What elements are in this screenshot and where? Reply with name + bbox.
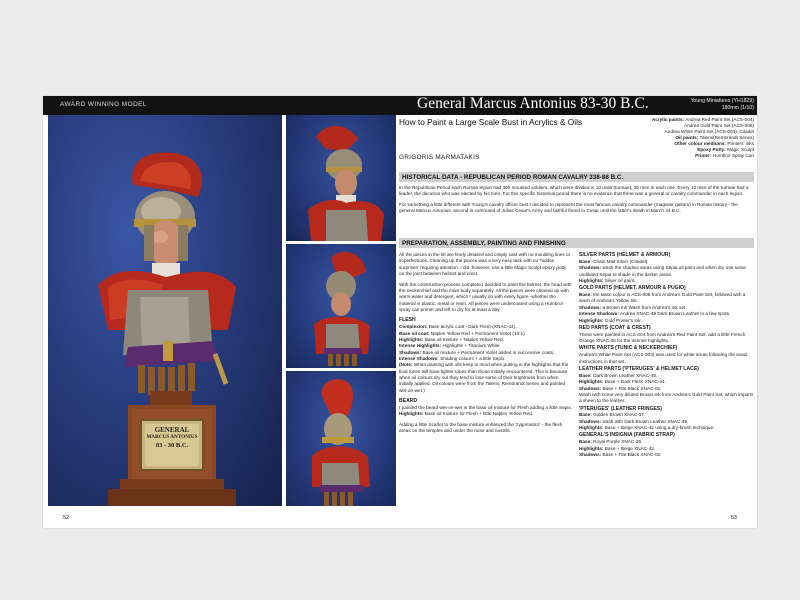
page-number-right: 53	[730, 515, 737, 521]
flesh-item: Highlights: Base oil mixture + Naples Yellow Red.	[399, 337, 504, 343]
paint-line: Epoxy Putty: Magic Sculpt	[697, 147, 754, 153]
subheading: 'PTERUGES' (LEATHER FRINGES)	[579, 405, 662, 412]
paint-step: Base: the Base colour is ACS-008 from Andrea's Gold Paint Set, followed with a wash of Andrea's Yellow Ink.	[579, 292, 746, 304]
paint-step: Andrea's White Paint Set (ACS-003) was used for white areas following the exact instructions in that set.	[579, 352, 748, 364]
kit-manufacturer: Young Miniatures (YH1829)	[690, 98, 754, 104]
subheading-beard: BEARD	[399, 398, 418, 405]
paint-line: Oil paints: Talens(Rembrandt Series)	[675, 135, 754, 141]
flesh-list	[399, 324, 572, 394]
author-name: GRIGORIS MARMATAKIS	[399, 154, 480, 161]
paint-group	[579, 432, 754, 458]
flesh-item: Complexion: Base acrylic coat - Dark Flesh (XNAC-44).	[399, 324, 517, 330]
main-bust-photo	[48, 115, 282, 506]
paint-line: Other colour mediums: Printers' inks	[674, 141, 754, 147]
article-subtitle: How to Paint a Large Scale Bust in Acrylics & Oils	[399, 117, 583, 127]
paint-step: Highlights: Base + Beige XNAC-42 using a dry-brush technique.	[579, 425, 715, 431]
article-title: General Marcus Antonius 83-30 B.C.	[417, 95, 649, 112]
flesh-item: Base oil coat: Naples Yellow Red + Permanent Violet (10:1).	[399, 330, 526, 336]
kit-info	[690, 98, 754, 112]
paint-step: Shadows: Base + Flat Black XNAC-02.	[579, 452, 662, 458]
plaque-line-1: GENERAL	[154, 426, 190, 434]
intro-paragraph: In the Republican Period each Roman legion had 300 mounted soldiers, which were divided in 10 units (turmae), 30 men in each one. Every 10 men of the turmae had a leader, the decurion who was elected by his men. For this specific historical period there is no evidence that there was a general or cavalry commander in each legion.	[399, 185, 749, 197]
section-label: AWARD WINNING MODEL	[60, 101, 147, 108]
paint-group	[579, 406, 754, 432]
body-column-left	[399, 252, 572, 439]
paint-step: Shadows: wash with Dark Brown Leather XNAC-49.	[579, 418, 689, 424]
side-photo-middle	[286, 244, 396, 368]
name-plaque	[145, 426, 199, 450]
page-number-left: 52	[63, 515, 70, 521]
paint-group	[579, 325, 754, 345]
paint-step: Shadows: a Brown Ink Wash from Andrea's ink set.	[579, 304, 687, 310]
paint-step: These were painted in ACS-004 from Andrea's Red Paint Set, add a little French Orange XNAC-35 for the intense highlights.	[579, 331, 746, 344]
paint-step: Highlights: Base + Beige XNAC-42.	[579, 445, 656, 451]
body-paragraph: With the construction process complete I decided to paint the helmet, the head with the neckerchief and the main body separately. All the pieces were cleaned up with warm water and detergent, which I usually do with every figure -whether the material is plastic, metal or resin. All pieces were undercoated using a Humbrol spray can primer and left to dry for at least a day.	[399, 281, 572, 312]
flesh-item: Intense Highlights: Highlights + Titanium White.	[399, 343, 501, 349]
subheading: RED PARTS (COAT & CREST)	[579, 324, 651, 331]
subheading: GENERAL'S INSIGNIA (FABRIC STRAP)	[579, 432, 675, 439]
intro-paragraph: For something a little different with Young's cavalry officer bust I decided to represent the most famous cavalry commander (magister quitum) in Roman history - the general Marcus Antonius, second in command of Julius Cesar's Army and faithful friend to Cesar until the latter's death in March 44 B.C.	[399, 201, 738, 214]
paint-step: Highlights: Base + Dark Flesh XNAC-44.	[579, 379, 666, 385]
body-paragraph: All the pieces in the kit are finely detailed and crisply cast with no moulding lines or imperfections. Cleaning up the pieces was a very easy task with no 'hidden surprises' requiring attention. I did, however, use a little Magic Sculpt epoxy putty on the joint between helmet and crest.	[399, 252, 571, 277]
subheading: WHITE PARTS (TUNIC & NECKERCHIEF)	[579, 345, 678, 352]
body-column-right	[579, 252, 754, 459]
paint-step: Highlights: Silver oil paint.	[579, 277, 636, 283]
section-header-preparation: PREPARATION, ASSEMBLY, PAINTING AND FINISHING	[399, 238, 754, 248]
subheading-flesh: FLESH	[399, 317, 416, 324]
paint-line: Andrea White Paint Set (ACS-003), Citadel	[664, 129, 754, 135]
paints-list	[594, 117, 754, 159]
section-header-historical: HISTORICAL DATA - REPUBLICAN PERIOD ROMAN CAVALRY 338-88 B.C.	[399, 172, 754, 182]
body-paragraph: I painted the beard wet-on-wet in the base oil mixture for Flesh adding a little Sepix.	[399, 405, 573, 410]
plaque-line-2: MARCUS ANTONIUS	[146, 434, 198, 441]
flesh-item: Intense Shadows: Shading colours + a little Sepix.	[399, 356, 506, 362]
subheading: SILVER PARTS (HELMET & ARMOUR)	[579, 252, 671, 258]
flesh-item: Shadows: Base oil mixture + Permanent Violet added in successive coats.	[399, 349, 555, 355]
paint-step: Shadows: Base + Flat Black XNAC-02.	[579, 385, 662, 391]
paint-line: Andrea Gold Paint Set (ACS-008)	[683, 123, 754, 129]
intro-text	[399, 185, 754, 219]
paint-group	[579, 345, 754, 365]
paint-group	[579, 252, 754, 284]
magazine-spread	[43, 96, 757, 528]
paint-step: Base: Golden Brown XNAC-37.	[579, 412, 646, 418]
side-photo-bottom	[286, 371, 396, 506]
flesh-item: (Note: When painting with oils keep in mind when putting in the highlights that the final tones will have lighter tones than those initially encountered. This is because when oil colours dry out they tend to lose some of their brightness from when initially applied. Oil colours were from the Talens, Rembrandt Series and painted wet-on-wet.)	[399, 362, 569, 393]
paint-step: Intense Shadows: Andrea XNAC-49 Dark Brown Leather in a few spots.	[579, 311, 731, 317]
paint-line: Acrylic paints: Andrea Red Paint Set (ACS-004)	[651, 117, 754, 122]
paint-step: Highlights: Gold Printer's Ink.	[579, 317, 642, 323]
beard-highlights: Highlights: Base oil mixture for Flesh + little Naples Yellow Red.	[399, 411, 534, 417]
side-photo-top	[286, 115, 396, 241]
plaque-line-3: 83 - 30 B.C.	[155, 441, 189, 449]
paint-line: Primer: Humbrol Spray Can	[695, 153, 754, 159]
subheading: GOLD PARTS (HELMET, ARMOUR & PUGIO)	[579, 285, 686, 292]
kit-scale: 180mm (1/10)	[721, 105, 754, 112]
paint-group	[579, 285, 754, 324]
subheading: LEATHER PARTS ('PTERUGES' & HELMET LACE)	[579, 365, 699, 372]
paint-step: Wash with some very diluted Brown Ink from Andrea's Gold Paint Set, which imparts a sheen to the leather.	[579, 391, 754, 404]
paint-step: Base: Chain Mail Silver (Citadel).	[579, 258, 649, 264]
body-paragraph: Adding a little Scarlet to the base mixture enhanced the 'zygomatics' - the flesh areas on the temples and under the nose and nostrils.	[399, 421, 563, 434]
paint-step: Base: Royal Purple XNAC-29.	[579, 439, 643, 445]
paint-step: Base: Dark Brown Leather XNAC-49.	[579, 372, 658, 378]
paint-step: Shadows: wash the shadow areas using Sepia oil paint and when dry use some undiluted Sepia to shade in the darker areas.	[579, 265, 747, 277]
header-bar	[43, 96, 757, 115]
paint-group	[579, 366, 754, 405]
